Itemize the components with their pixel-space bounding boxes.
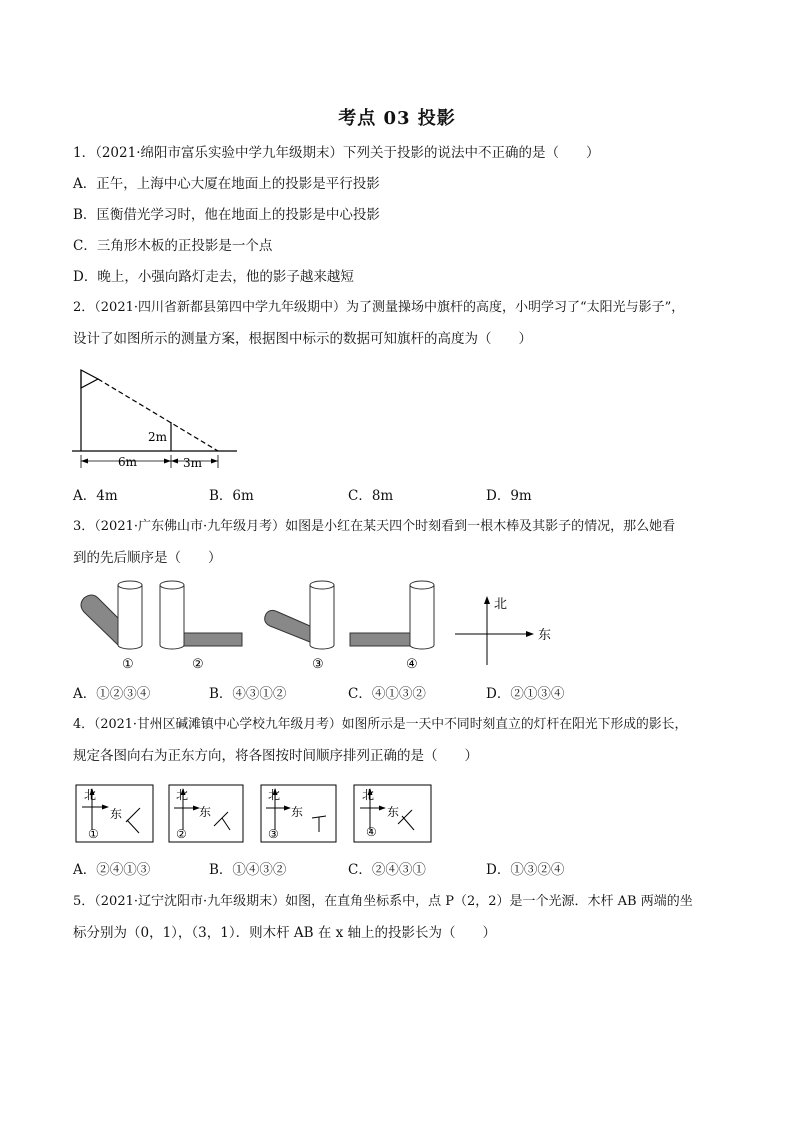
q2-option-a: A．4m — [73, 488, 118, 504]
q2-option-d: D．9m — [486, 488, 532, 504]
q4-east-label-3: 东 — [291, 805, 304, 819]
right-distance-label: 3m — [183, 456, 203, 470]
q4-north-label-4: 北 — [362, 788, 375, 802]
page-title: 考点 03 投影 — [338, 108, 456, 129]
q1-option-b: B．匡衡借光学习时，他在地面上的投影是中心投影 — [73, 207, 380, 223]
q3-label-4: ④ — [406, 657, 418, 672]
q3-option-d: D．②①③④ — [486, 686, 565, 702]
q4-label-4: ④ — [366, 825, 377, 839]
q4-label-1: ① — [88, 827, 99, 841]
q4-east-label-4: 东 — [387, 805, 400, 819]
q1-option-d: D．晚上，小强向路灯走去，他的影子越来越短 — [73, 269, 354, 285]
q2-stem-line1: 2．（2021·四川省新都县第四中学九年级期中）为了测量操场中旗杆的高度，小明学习了“太阳光与影子”， — [73, 300, 685, 315]
q4-stem-line1: 4．（2021·甘州区碱滩镇中心学校九年级月考）如图所示是一天中不同时刻直立的灯杆在阳光下形成的影长， — [73, 717, 688, 732]
q4-option-c: C．②④③① — [348, 862, 426, 878]
q3-stem-line1: 3．（2021·广东佛山市·九年级月考）如图是小红在某天四个时刻看到一根木棒及其影子的情况，那么她看 — [73, 519, 676, 534]
q1-stem: 1．（2021·绵阳市富乐实验中学九年级期末）下列关于投影的说法中不正确的是（ ） — [73, 145, 600, 161]
q3-label-2: ② — [192, 657, 204, 672]
q1-option-c: C．三角形木板的正投影是一个点 — [73, 238, 273, 254]
q3-option-b: B．④③①② — [209, 686, 287, 702]
q4-option-a: A．②④①③ — [73, 862, 151, 878]
q4-east-label-1: 东 — [110, 807, 123, 821]
q3-east-label: 东 — [538, 628, 552, 643]
q5-stem-line1: 5．（2021·辽宁沈阳市·九年级期末）如图，在直角坐标系中，点 P（2，2）是一个光源．木杆 AB 两端的坐 — [73, 894, 693, 909]
q4-stem-line2: 规定各图向右为正东方向，将各图按时间顺序排列正确的是（ ） — [73, 748, 478, 764]
q4-north-label-2: 北 — [176, 788, 189, 802]
q4-east-label-2: 东 — [199, 805, 212, 819]
q5-stem-line2: 标分别为（0，1），（3，1）．则木杆 AB 在 x 轴上的投影长为（ ） — [73, 925, 497, 941]
q4-label-3: ③ — [268, 827, 279, 841]
q2-option-b: B．6m — [209, 488, 254, 504]
q3-option-c: C．④①③② — [348, 686, 426, 702]
q3-option-a: A．①②③④ — [73, 686, 151, 702]
q3-label-3: ③ — [312, 657, 324, 672]
q1-option-a: A．正午，上海中心大厦在地面上的投影是平行投影 — [73, 176, 380, 192]
q3-stem-line2: 到的先后顺序是（ ） — [73, 550, 222, 566]
q4-option-b: B．①④③② — [209, 862, 287, 878]
q4-label-2: ② — [176, 827, 187, 841]
q2-option-c: C．8m — [348, 488, 394, 504]
left-distance-label: 6m — [118, 455, 138, 469]
q4-option-d: D．①③②④ — [486, 862, 565, 878]
height-label: 2m — [148, 430, 168, 444]
q3-label-1: ① — [122, 657, 134, 672]
q2-stem-line2: 设计了如图所示的测量方案，根据图中标示的数据可知旗杆的高度为（ ） — [73, 331, 532, 347]
q4-north-label-3: 北 — [268, 788, 281, 802]
q4-north-label-1: 北 — [84, 788, 97, 802]
q3-north-label: 北 — [494, 597, 508, 612]
